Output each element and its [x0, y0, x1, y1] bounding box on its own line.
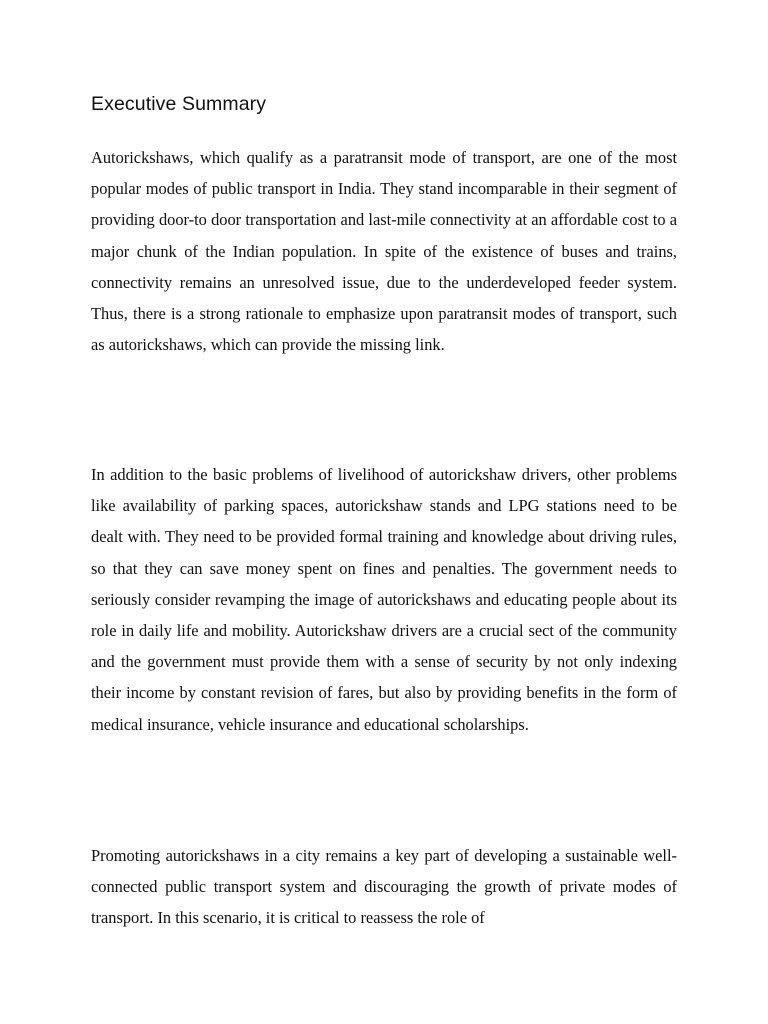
document-title: Executive Summary	[91, 93, 267, 115]
paragraph-promoting-autorickshaws: Promoting autorickshaws in a city remains a key part of developing a sustainable well-connected public transport system and discouraging the growth of private modes of transport. In this scenario, it is critical to reassess the role of	[91, 846, 677, 928]
paragraph-intro: Autorickshaws, which qualify as a paratransit mode of transport, are one of the most popular modes of public transport in India. They stand incomparable in their segment of providing door-to door transportation and last-mile connectivity at an affordable cost to a major chunk of the Indian population. In spite of the existence of buses and trains, connectivity remains an unresolved issue, due to the underdeveloped feeder system. Thus, there is a strong rationale to emphasize upon paratransit modes of transport, such as autorickshaws, which can provide the missing link.	[91, 148, 677, 355]
paragraph-driver-problems: In addition to the basic problems of livelihood of autorickshaw drivers, other problems like availability of parking spaces, autorickshaw stands and LPG stations need to be dealt with. They need to be provided formal training and knowledge about driving rules, so that they can save money spent on fines and penalties. The government needs to seriously consider revamping the image of autorickshaws and educating people about its role in daily life and mobility. Autorickshaw drivers are a crucial sect of the community and the government must provide them with a sense of security by not only indexing their income by constant revision of fares, but also by providing benefits in the form of medical insurance, vehicle insurance and educational scholarships.	[91, 465, 677, 734]
